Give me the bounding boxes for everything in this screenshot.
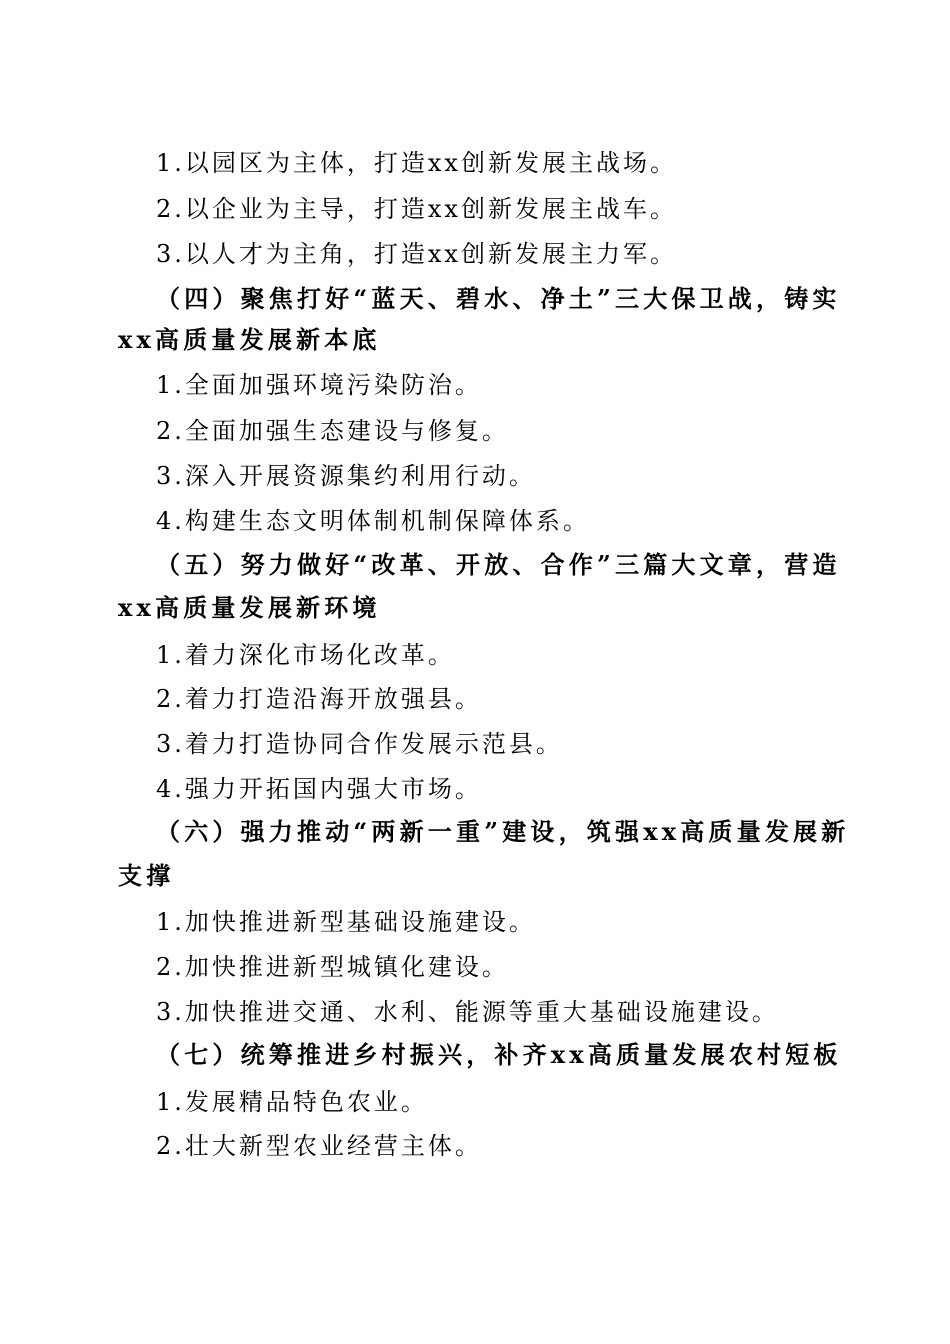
list-item: 2.加快推进新型城镇化建设。 (156, 953, 509, 981)
list-item: 2.壮大新型农业经营主体。 (156, 1132, 482, 1160)
list-item: 3.加快推进交通、水利、能源等重大基础设施建设。 (156, 998, 779, 1026)
list-item: 2.以企业为主导，打造xx创新发展主战车。 (156, 195, 677, 223)
list-item: 1.着力深化市场化改革。 (156, 641, 455, 669)
list-item: 1.发展精品特色农业。 (156, 1088, 428, 1116)
list-item: 4.强力开拓国内强大市场。 (156, 775, 482, 803)
list-item: 3.深入开展资源集约利用行动。 (156, 462, 536, 490)
section-heading-4-continued: xx高质量发展新本底 (118, 325, 381, 354)
section-heading-6: （六）强力推动“两新一重”建设，筑强xx高质量发展新 (156, 817, 850, 846)
list-item: 1.全面加强环境污染防治。 (156, 371, 482, 399)
list-item: 1.以园区为主体，打造xx创新发展主战场。 (156, 149, 677, 177)
section-heading-6-continued: 支撑 (118, 861, 175, 890)
section-heading-7: （七）统筹推进乡村振兴，补齐xx高质量发展农村短板 (156, 1040, 842, 1069)
list-item: 3.以人才为主角，打造xx创新发展主力军。 (156, 240, 677, 268)
list-item: 1.加快推进新型基础设施建设。 (156, 908, 536, 936)
list-item: 3.着力打造协同合作发展示范县。 (156, 730, 563, 758)
list-item: 2.着力打造沿海开放强县。 (156, 685, 482, 713)
list-item: 2.全面加强生态建设与修复。 (156, 417, 509, 445)
section-heading-4: （四）聚焦打好“蓝天、碧水、净土”三大保卫战，铸实 (156, 284, 841, 313)
section-heading-5-continued: xx高质量发展新环境 (118, 593, 381, 622)
section-heading-5: （五）努力做好“改革、开放、合作”三篇大文章，营造 (156, 550, 841, 579)
list-item: 4.构建生态文明体制机制保障体系。 (156, 507, 590, 535)
